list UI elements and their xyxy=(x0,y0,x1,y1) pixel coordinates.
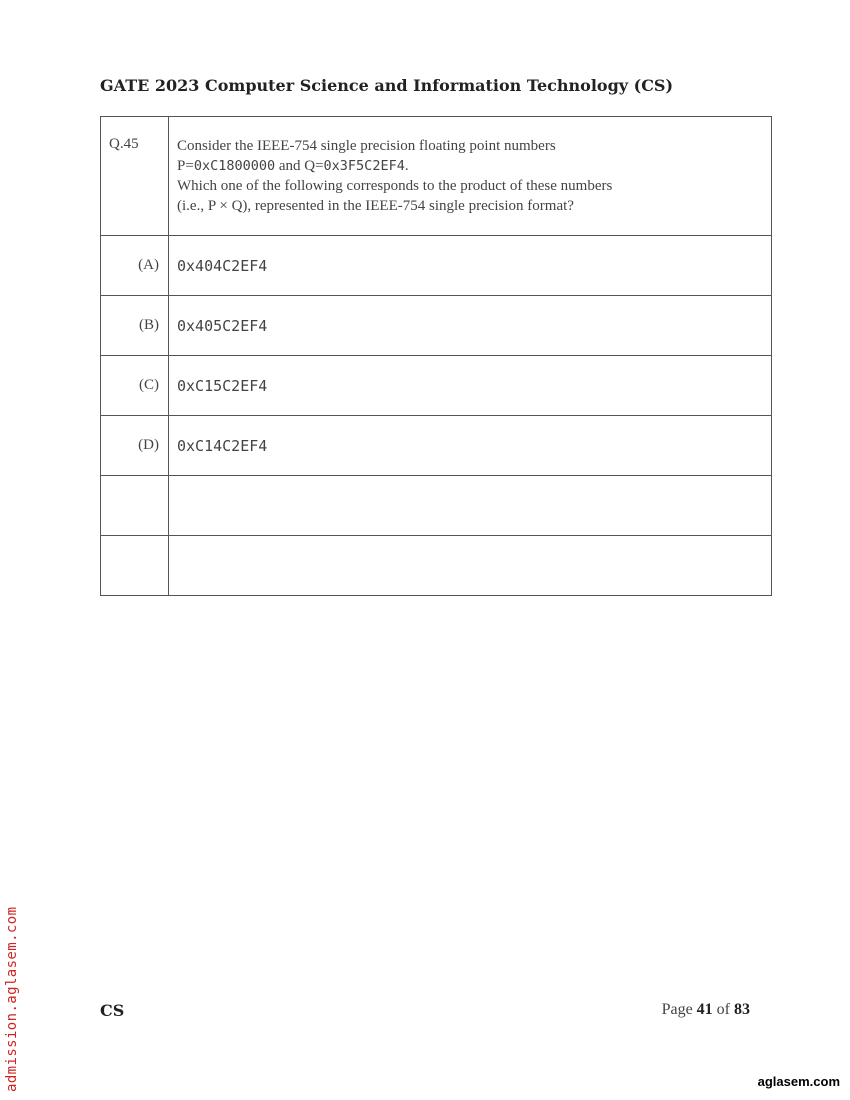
page-number: 41 xyxy=(696,1001,713,1018)
empty-cell xyxy=(169,476,772,536)
option-value: 0xC14C2EF4 xyxy=(169,416,772,476)
page-title: GATE 2023 Computer Science and Information Technology (CS) xyxy=(100,76,674,95)
option-value: 0x405C2EF4 xyxy=(169,296,772,356)
watermark-link[interactable]: admission.aglasem.com xyxy=(4,906,20,1092)
question-line-2 xyxy=(177,158,409,174)
page-indicator xyxy=(662,1001,750,1019)
and-text: and Q= xyxy=(275,158,324,174)
question-number: Q.45 xyxy=(101,117,169,236)
option-value: 0xC15C2EF4 xyxy=(169,356,772,416)
option-label: (B) xyxy=(101,296,169,356)
of-word: of xyxy=(712,1001,734,1018)
option-row-a xyxy=(101,236,772,296)
period: . xyxy=(404,158,409,174)
option-label: (A) xyxy=(101,236,169,296)
option-row-d xyxy=(101,416,772,476)
empty-cell xyxy=(101,536,169,596)
option-row-b xyxy=(101,296,772,356)
question-line-3: Which one of the following corresponds to the product of these numbers xyxy=(177,178,613,194)
option-label: (D) xyxy=(101,416,169,476)
footer-subject: CS xyxy=(100,1001,125,1020)
empty-row xyxy=(101,476,772,536)
brand-logo: aglasem.com xyxy=(757,1074,840,1089)
question-row xyxy=(101,117,772,236)
empty-row xyxy=(101,536,772,596)
p-prefix: P= xyxy=(177,158,194,174)
option-row-c xyxy=(101,356,772,416)
option-value: 0x404C2EF4 xyxy=(169,236,772,296)
empty-cell xyxy=(169,536,772,596)
question-table xyxy=(100,116,772,596)
empty-cell xyxy=(101,476,169,536)
q-value: 0x3F5C2EF4 xyxy=(323,158,405,174)
total-pages: 83 xyxy=(734,1001,750,1018)
question-line-1: Consider the IEEE-754 single precision floating point numbers xyxy=(177,138,556,154)
question-text xyxy=(169,117,772,236)
p-value: 0xC1800000 xyxy=(193,158,276,174)
question-line-4: (i.e., P × Q), represented in the IEEE-754 single precision format? xyxy=(177,198,574,214)
option-label: (C) xyxy=(101,356,169,416)
page-word: Page xyxy=(661,1001,697,1018)
